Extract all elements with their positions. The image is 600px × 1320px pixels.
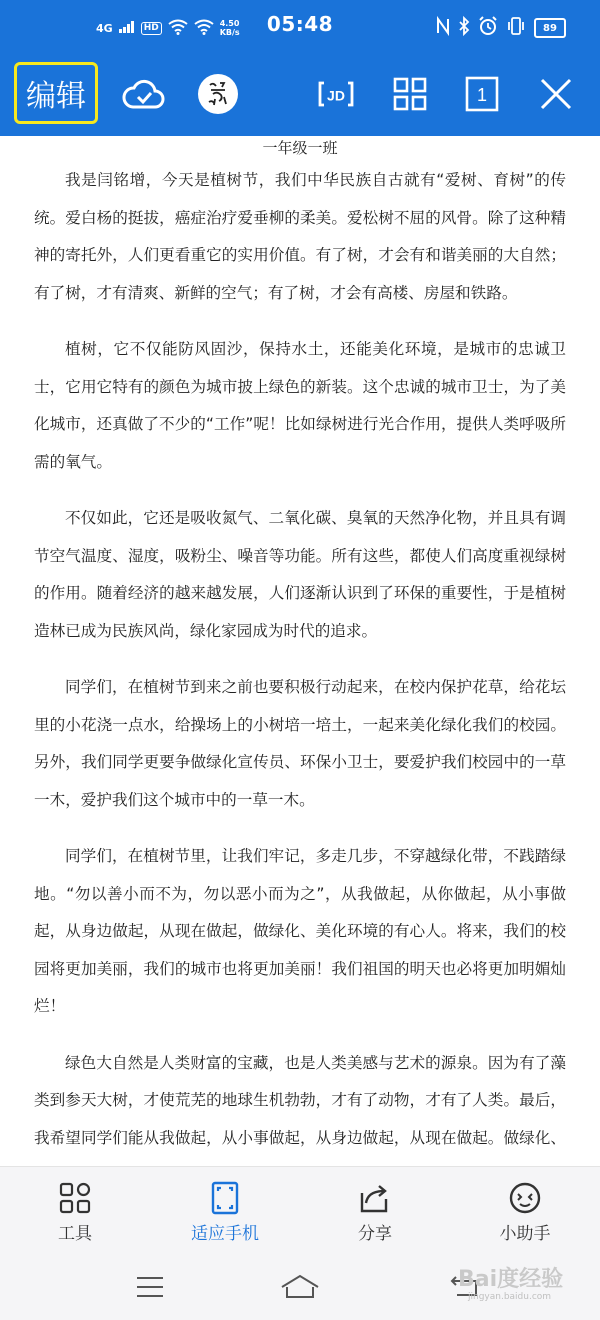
page-indicator-icon[interactable] xyxy=(460,72,504,116)
system-nav-bar xyxy=(0,1254,600,1320)
tools-label: 工具 xyxy=(58,1224,92,1244)
paragraph-6: 绿色大自然是人类财富的宝藏，也是人类美感与艺术的源泉。因为有了藻类到参天大树，才使荒芜的地球生机勃勃，才有了动物，才有了人类。最后，我希望同学们能从我做起，从小事做起，从身边做起，从现在做起。做绿化、 xyxy=(34,1053,566,1147)
fit-screen-label: 适应手机 xyxy=(191,1224,259,1244)
document-view[interactable] xyxy=(0,136,600,1166)
speed-unit: KB/s xyxy=(219,28,240,37)
bluetooth-icon xyxy=(458,17,470,39)
jd-label: JD xyxy=(327,87,345,104)
paragraph-2: 植树，它不仅能防风固沙，保持水土，还能美化环境，是城市的忠诚卫士，它用它特有的颜色为城市披上绿色的新装。这个忠诚的城市卫士，为了美化城市，还真做了不少的“工作”呢！比如绿树进行光合作用，提供人类呼吸所需的氧气。 xyxy=(34,340,566,471)
edit-button[interactable]: 编辑 xyxy=(14,62,98,124)
status-bar xyxy=(0,0,600,56)
apps-grid-icon xyxy=(58,1181,92,1215)
clock: 05:48 xyxy=(266,12,334,36)
status-right xyxy=(436,15,566,41)
tools-button[interactable] xyxy=(15,1181,135,1244)
fit-screen-button[interactable] xyxy=(165,1181,285,1244)
hd-badge: HD xyxy=(141,22,162,35)
menu-icon[interactable] xyxy=(130,1270,170,1304)
paragraph-5: 同学们，在植树节里，让我们牢记，多走几步，不穿越绿化带，不践踏绿地。“勿以善小而不为，勿以恶小而为之”，从我做起，从你做起，从小事做起，从身边做起，从现在做起，做绿化、美化环境的有心人。将来，我们的校园将更加美丽，我们的城市也将更加美丽！我们祖国的明天也必将更加明媚灿烂！ xyxy=(34,847,566,1015)
share-label: 分享 xyxy=(358,1224,392,1244)
page-number: 1 xyxy=(476,85,488,105)
speed-value: 4.50 xyxy=(219,19,240,28)
battery-indicator: 89 xyxy=(534,18,566,38)
fit-screen-icon xyxy=(208,1181,242,1215)
alarm-icon xyxy=(478,16,498,40)
assistant-button[interactable] xyxy=(465,1181,585,1244)
cloud-sync-icon[interactable] xyxy=(122,72,166,116)
document-title: 一年级一班 xyxy=(262,139,338,157)
avatar[interactable] xyxy=(196,72,240,116)
grid-view-icon[interactable] xyxy=(388,72,432,116)
watermark-text: Bai度经验 xyxy=(458,1267,564,1292)
paragraph-3: 不仅如此，它还是吸收氮气、二氧化碳、臭氧的天然净化物，并且具有调节空气温度、湿度，吸粉尘、噪音等功能。所有这些，都使人们高度重视绿树的作用。随着经济的越来越发展，人们逐渐认识到了环保的重要性，于是植树造林已成为民族风尚，绿化家园成为时代的追求。 xyxy=(34,509,566,640)
baidu-watermark xyxy=(458,1262,564,1302)
reader-toolbar xyxy=(0,56,600,136)
assistant-label: 小助手 xyxy=(499,1224,551,1244)
bottom-action-bar xyxy=(0,1166,600,1255)
share-icon xyxy=(358,1181,392,1215)
close-icon[interactable] xyxy=(534,72,578,116)
share-button[interactable] xyxy=(315,1181,435,1244)
paragraph-4: 同学们，在植树节到来之前也要积极行动起来，在校内保护花草，给花坛里的小花浇一点水，给操场上的小树培一培土，一起来美化绿化我们的校园。另外，我们同学更要争做绿化宣传员、环保小卫士，要爱护我们校园中的一草一木，爱护我们这个城市中的一草一木。 xyxy=(34,678,566,809)
assistant-icon xyxy=(508,1181,542,1215)
vibrate-icon xyxy=(506,17,526,39)
home-icon[interactable] xyxy=(280,1270,320,1304)
paragraph-1: 我是闫铭增，今天是植树节，我们中华民族自古就有“爱树、育树”的传统。爱白杨的挺拔，癌症治疗爱垂柳的柔美。爱松树不屈的风骨。除了这种精神的寄托外，人们更看重它的实用价值。有了树，才会有和谐美丽的大自然；有了树，才有清爽、新鲜的空气；有了树，才会有高楼、房屋和铁路。 xyxy=(34,171,566,302)
jd-icon[interactable] xyxy=(314,72,358,116)
network-type: 4G xyxy=(96,21,113,35)
watermark-url: jingyan.baidu.com xyxy=(468,1292,552,1302)
nfc-icon xyxy=(436,17,450,39)
